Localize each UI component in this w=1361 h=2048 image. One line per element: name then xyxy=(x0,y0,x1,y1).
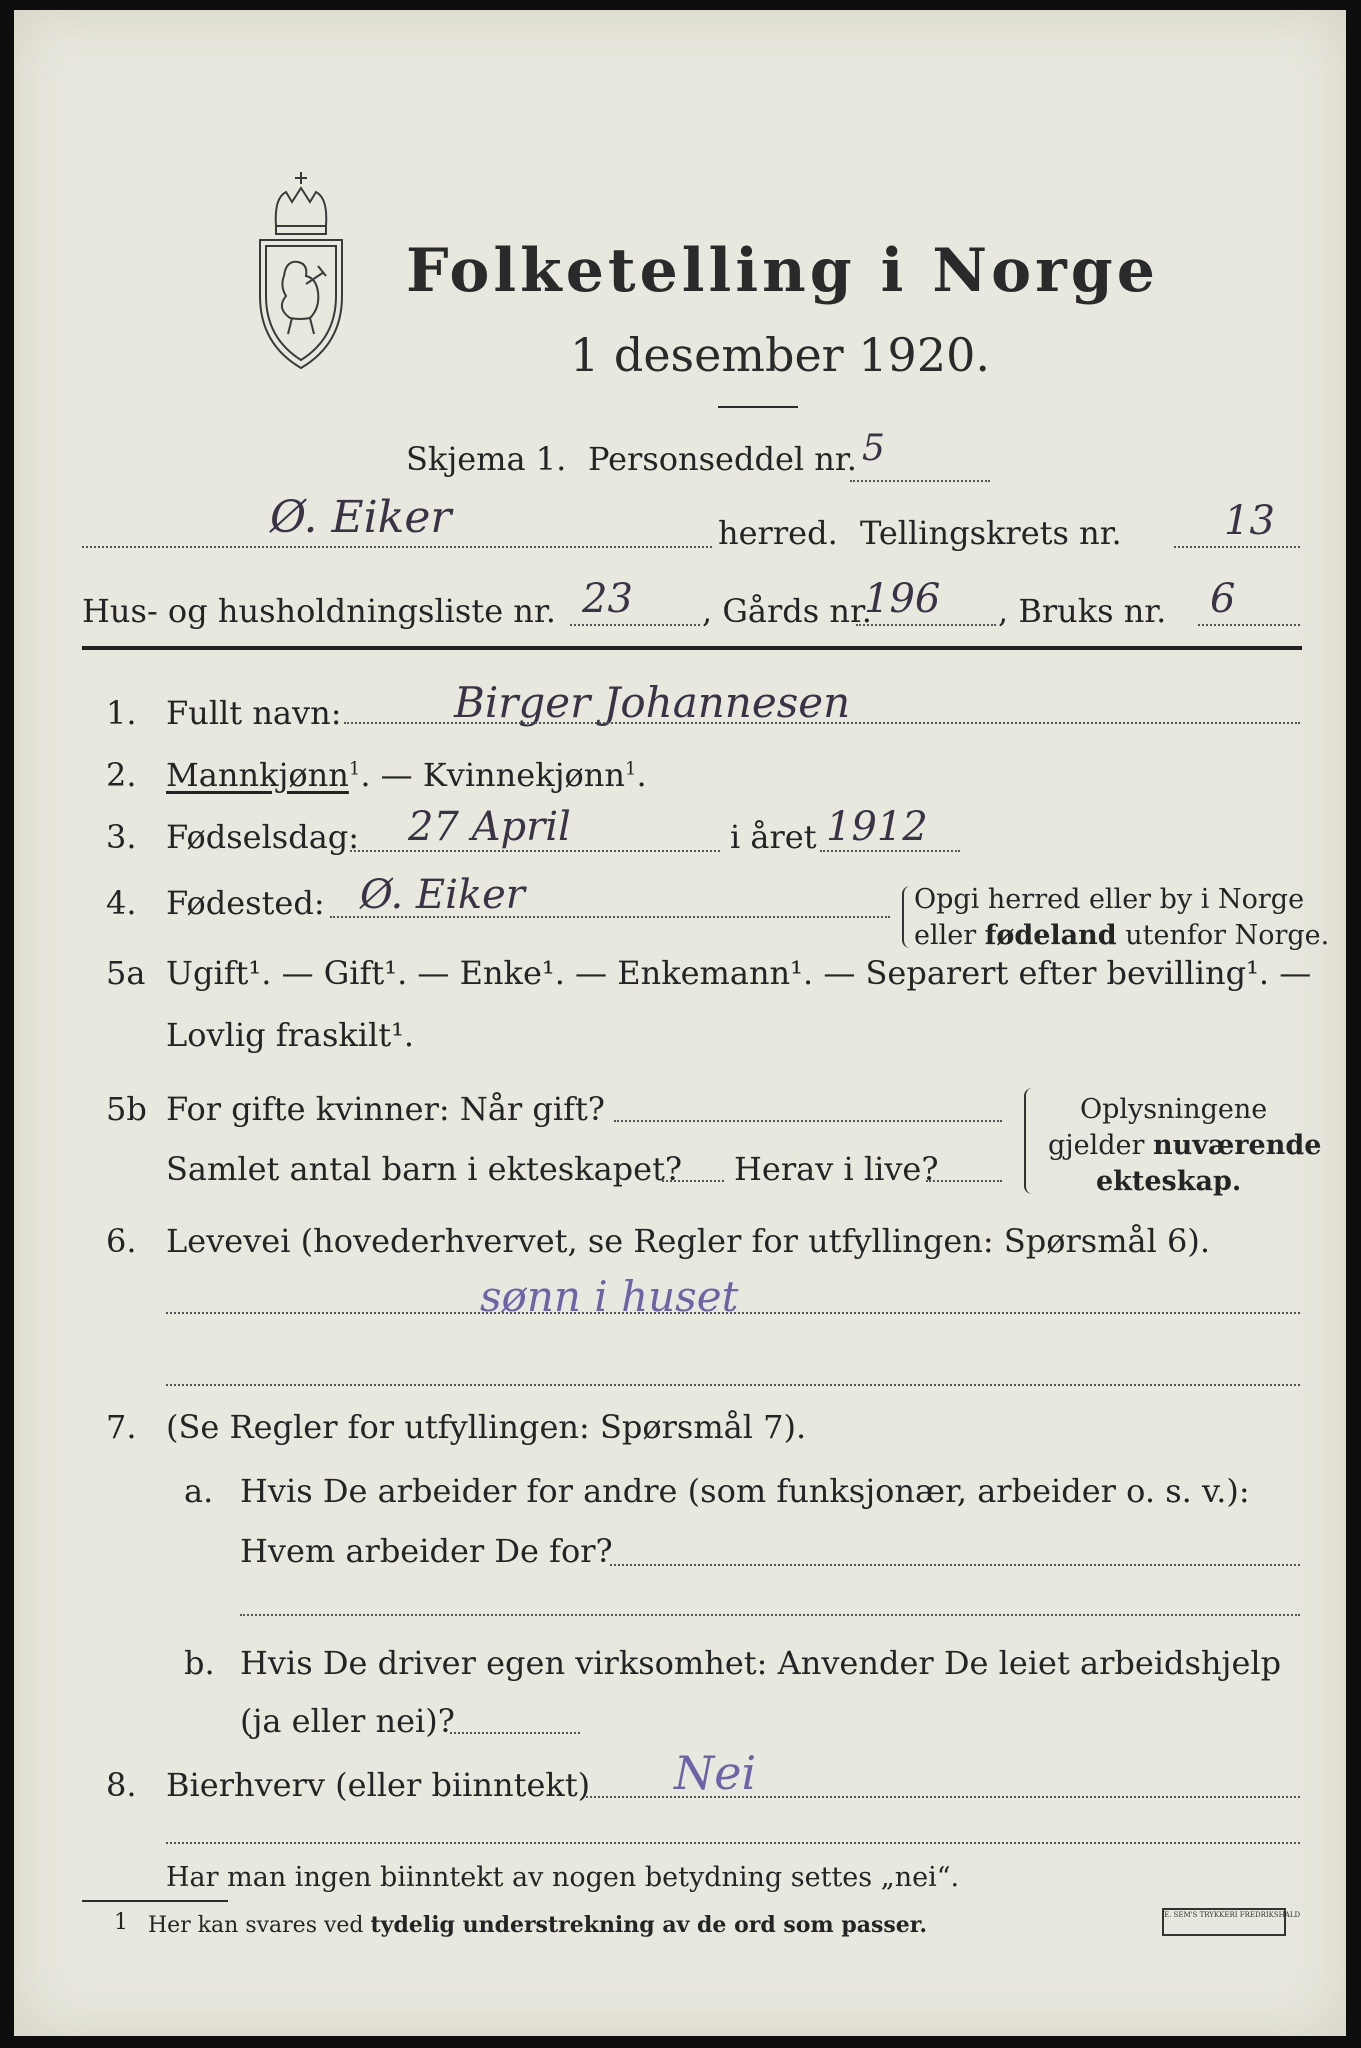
gards-label: , Gårds nr. xyxy=(702,592,872,630)
occupation-line-2 xyxy=(166,1384,1300,1386)
full-name-line xyxy=(344,722,1300,724)
husholdning-value[interactable]: 23 xyxy=(582,576,633,622)
norwegian-coat-of-arms-icon xyxy=(246,168,356,374)
birth-day-line xyxy=(350,850,720,852)
side-income-line-2 xyxy=(166,1842,1300,1844)
tellingskrets-value[interactable]: 13 xyxy=(1224,498,1275,544)
birth-year-line xyxy=(820,850,960,852)
birthplace-value[interactable]: Ø. Eiker xyxy=(360,872,525,918)
sex-male-underlined[interactable]: Mannkjønn xyxy=(166,756,349,794)
personseddel-line xyxy=(850,480,990,482)
side-income-note: Har man ingen biinntekt av nogen betydning settes „nei“. xyxy=(166,1862,960,1893)
footnote-text xyxy=(148,1912,927,1938)
herred-line xyxy=(82,546,712,548)
q5a-number: 5a xyxy=(106,954,146,992)
tellingskrets-line xyxy=(1174,546,1300,548)
marriage-note-line2 xyxy=(1048,1130,1321,1161)
marriage-note-pre: gjelder xyxy=(1048,1130,1154,1161)
bruks-line xyxy=(1198,624,1300,626)
q7b-line1: Hvis De driver egen virksomhet: Anvender De leiet arbeidshjelp xyxy=(240,1644,1282,1682)
bruks-label: , Bruks nr. xyxy=(998,592,1167,630)
birthplace-note-bold: fødeland xyxy=(984,920,1117,951)
q5b-number: 5b xyxy=(106,1090,147,1128)
census-form-page xyxy=(14,10,1346,2036)
occupation-label: Levevei (hovederhvervet, se Regler for utfyllingen: Spørsmål 6). xyxy=(166,1222,1211,1260)
q3-number: 3. xyxy=(106,818,137,856)
alive-label: Herav i live? xyxy=(734,1150,939,1188)
employer-line-2[interactable] xyxy=(240,1614,1300,1616)
sex-options[interactable] xyxy=(166,756,647,794)
personseddel-value[interactable]: 5 xyxy=(862,428,885,469)
side-income-value[interactable]: Nei xyxy=(674,1746,757,1800)
title-divider xyxy=(718,406,798,408)
q8-number: 8. xyxy=(106,1766,137,1804)
birthplace-note-post: utenfor Norge. xyxy=(1116,920,1330,951)
alive-line xyxy=(926,1180,1002,1182)
marital-status-options[interactable]: Ugift¹. — Gift¹. — Enke¹. — Enkemann¹. — Separert efter bevilling¹. — xyxy=(166,954,1312,992)
sex-end: . xyxy=(636,756,647,794)
birth-day-value[interactable]: 27 April xyxy=(408,804,571,850)
employer-line[interactable] xyxy=(610,1564,1300,1566)
sex-female[interactable]: Kvinnekjønn xyxy=(422,756,625,794)
q1-label: Fullt navn: xyxy=(166,694,342,732)
birthplace-line xyxy=(330,916,890,918)
married-when-label: For gifte kvinner: Når gift? xyxy=(166,1090,605,1128)
year-label: i året xyxy=(730,818,817,856)
husholdning-line xyxy=(570,624,700,626)
marriage-note-bold: nuværende xyxy=(1153,1130,1322,1161)
husholdning-label: Hus- og husholdningsliste nr. xyxy=(82,592,556,630)
hired-help-line[interactable] xyxy=(450,1732,580,1734)
q7a-line2: Hvem arbeider De for? xyxy=(240,1532,613,1570)
printer-stamp: E. SEM'S TRYKKERI FREDRIKSHALD xyxy=(1162,1908,1286,1936)
skjema-label: Skjema 1. xyxy=(406,440,567,478)
marriage-note-line1: Oplysningene xyxy=(1080,1094,1268,1125)
personseddel-label: Personseddel nr. xyxy=(588,440,857,478)
birthplace-note-brace xyxy=(902,886,912,948)
footnote-bold: tydelig understrekning av de ord som passer. xyxy=(370,1912,928,1938)
q7-label: (Se Regler for utfyllingen: Spørsmål 7). xyxy=(166,1408,807,1446)
sex-male-footnote-mark: 1 xyxy=(348,758,361,780)
census-date: 1 desember 1920. xyxy=(570,328,990,382)
q2-number: 2. xyxy=(106,756,137,794)
q3-label: Fødselsdag: xyxy=(166,818,360,856)
q4-label: Fødested: xyxy=(166,884,325,922)
q7b-line2: (ja eller nei)? xyxy=(240,1702,455,1740)
q7a-line1: Hvis De arbeider for andre (som funksjonær, arbeider o. s. v.): xyxy=(240,1472,1250,1510)
q7-number: 7. xyxy=(106,1408,137,1446)
marriage-note-line3: ekteskap. xyxy=(1096,1166,1242,1197)
birthplace-note-pre: eller xyxy=(914,920,985,951)
herred-label: herred. xyxy=(718,514,838,552)
gards-value[interactable]: 196 xyxy=(864,576,941,622)
herred-value[interactable]: Ø. Eiker xyxy=(270,492,452,543)
birthplace-note-line2 xyxy=(914,920,1329,951)
marital-status-divorced[interactable]: Lovlig fraskilt¹. xyxy=(166,1016,415,1054)
footnote-pre: Her kan svares ved xyxy=(148,1913,371,1938)
children-line xyxy=(662,1180,724,1182)
header-divider xyxy=(82,646,1302,650)
married-when-line xyxy=(614,1120,1002,1122)
q6-number: 6. xyxy=(106,1222,137,1260)
sex-female-footnote-mark: 1 xyxy=(625,758,637,780)
footnote-divider xyxy=(82,1900,228,1902)
sex-separator: . — xyxy=(360,756,423,794)
q4-number: 4. xyxy=(106,884,137,922)
side-income-label: Bierhverv (eller biinntekt) xyxy=(166,1766,591,1804)
occupation-value[interactable]: sønn i huset xyxy=(480,1272,739,1321)
tellingskrets-label: Tellingskrets nr. xyxy=(860,514,1122,552)
q1-number: 1. xyxy=(106,694,137,732)
form-title: Folketelling i Norge xyxy=(406,236,1159,306)
full-name-value[interactable]: Birger Johannesen xyxy=(454,678,851,727)
gards-line xyxy=(856,624,996,626)
q7b-number: b. xyxy=(184,1644,215,1682)
children-label: Samlet antal barn i ekteskapet? xyxy=(166,1150,683,1188)
birthplace-note-line1: Opgi herred eller by i Norge xyxy=(914,884,1305,915)
occupation-line-1 xyxy=(166,1312,1300,1314)
bruks-value[interactable]: 6 xyxy=(1210,576,1236,622)
footnote-number: 1 xyxy=(114,1910,128,1935)
side-income-line xyxy=(586,1796,1300,1798)
q7a-number: a. xyxy=(184,1472,214,1510)
marriage-note-brace xyxy=(1024,1088,1034,1194)
birth-year-value[interactable]: 1912 xyxy=(826,804,928,850)
